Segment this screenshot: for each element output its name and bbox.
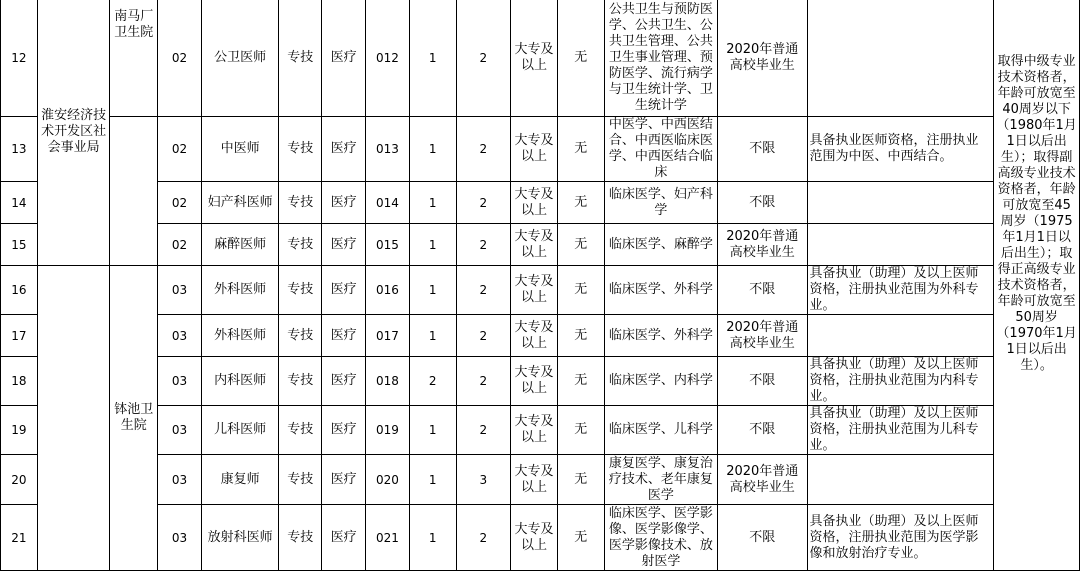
cell-source: 不限 (717, 182, 807, 224)
cell-other: 具备执业（助理）及以上医师资格，注册执业范围为儿科专业。 (807, 406, 994, 455)
cell-count: 1 (409, 182, 456, 224)
table-row (1, 406, 1080, 455)
table-row (1, 357, 1080, 406)
cell-type: 专技 (279, 266, 322, 315)
cell-no: 21 (1, 505, 38, 571)
cell-major: 临床医学、麻醉学 (604, 224, 717, 266)
cell-ratio: 2 (456, 266, 511, 315)
cell-ratio: 2 (456, 505, 511, 571)
cell-code: 021 (365, 505, 409, 571)
cell-type: 专技 (279, 182, 322, 224)
cell-post: 妇产科医师 (201, 182, 278, 224)
cell-cat: 03 (158, 455, 202, 505)
cell-source: 不限 (717, 406, 807, 455)
cell-source: 2020年普通高校毕业生 (717, 315, 807, 357)
cell-count: 1 (409, 315, 456, 357)
cell-degree: 无 (557, 357, 604, 406)
cell-source: 不限 (717, 505, 807, 571)
cell-type: 专技 (279, 406, 322, 455)
cell-other: 具备执业（助理）及以上医师资格，注册执业范围为医学影像和放射治疗专业。 (807, 505, 994, 571)
cell-code: 019 (365, 406, 409, 455)
cell-ratio: 3 (456, 455, 511, 505)
cell-source: 2020年普通高校毕业生 (717, 455, 807, 505)
cell-source: 2020年普通高校毕业生 (717, 224, 807, 266)
cell-unit: 钵池卫生院 (110, 266, 158, 571)
cell-post: 麻醉医师 (201, 224, 278, 266)
table-row (1, 455, 1080, 505)
cell-code: 017 (365, 315, 409, 357)
cell-major: 临床医学、儿科学 (604, 406, 717, 455)
cell-ratio: 2 (456, 182, 511, 224)
cell-source: 不限 (717, 357, 807, 406)
cell-edu: 大专及以上 (511, 357, 558, 406)
cell-source: 不限 (717, 266, 807, 315)
cell-other (807, 0, 994, 117)
cell-type: 专技 (279, 357, 322, 406)
cell-no: 15 (1, 224, 38, 266)
cell-count: 2 (409, 357, 456, 406)
cell-type: 专技 (279, 224, 322, 266)
cell-org: 淮安经济技术开发区社会事业局 (37, 0, 110, 266)
cell-edu: 大专及以上 (511, 406, 558, 455)
cell-other (807, 182, 994, 224)
cell-cat: 02 (158, 182, 202, 224)
cell-edu: 大专及以上 (511, 266, 558, 315)
cell-source: 2020年普通高校毕业生 (717, 0, 807, 117)
cell-type: 专技 (279, 117, 322, 182)
cell-degree: 无 (557, 266, 604, 315)
cell-cat: 02 (158, 117, 202, 182)
cell-degree: 无 (557, 505, 604, 571)
cell-code: 015 (365, 224, 409, 266)
cell-major: 公共卫生与预防医学、公共卫生、公共卫生管理、公共卫生事业管理、预防医学、流行病学与卫生统计学、卫生统计学 (604, 0, 717, 117)
cell-edu: 大专及以上 (511, 224, 558, 266)
cell-code: 012 (365, 0, 409, 117)
cell-field: 医疗 (322, 315, 366, 357)
cell-no: 14 (1, 182, 38, 224)
cell-no: 20 (1, 455, 38, 505)
cell-degree: 无 (557, 406, 604, 455)
cell-post: 外科医师 (201, 315, 278, 357)
cell-ratio: 2 (456, 315, 511, 357)
cell-code: 020 (365, 455, 409, 505)
cell-unit-blank (110, 117, 158, 266)
cell-type: 专技 (279, 505, 322, 571)
table-row (1, 117, 1080, 182)
cell-code: 014 (365, 182, 409, 224)
table-row (1, 266, 1080, 315)
cell-major: 康复医学、康复治疗技术、老年康复医学 (604, 455, 717, 505)
cell-count: 1 (409, 224, 456, 266)
cell-major: 临床医学、外科学 (604, 266, 717, 315)
cell-post: 康复师 (201, 455, 278, 505)
cell-cat: 02 (158, 224, 202, 266)
cell-field: 医疗 (322, 505, 366, 571)
cell-field: 医疗 (322, 406, 366, 455)
cell-post: 放射科医师 (201, 505, 278, 571)
cell-cat: 02 (158, 0, 202, 117)
cell-no: 17 (1, 315, 38, 357)
cell-count: 1 (409, 117, 456, 182)
cell-no: 13 (1, 117, 38, 182)
cell-major: 临床医学、内科学 (604, 357, 717, 406)
cell-code: 016 (365, 266, 409, 315)
table-row (1, 224, 1080, 266)
table-row (1, 505, 1080, 571)
cell-ratio: 2 (456, 406, 511, 455)
cell-other (807, 315, 994, 357)
cell-degree: 无 (557, 224, 604, 266)
cell-unit: 南马厂卫生院 (110, 0, 158, 117)
cell-type: 专技 (279, 455, 322, 505)
cell-field: 医疗 (322, 455, 366, 505)
cell-count: 1 (409, 505, 456, 571)
cell-ratio: 2 (456, 357, 511, 406)
cell-edu: 大专及以上 (511, 117, 558, 182)
cell-other (807, 455, 994, 505)
cell-degree: 无 (557, 315, 604, 357)
cell-cat: 03 (158, 315, 202, 357)
cell-edu: 大专及以上 (511, 182, 558, 224)
cell-other: 具备执业医师资格，注册执业范围为中医、中西结合。 (807, 117, 994, 182)
cell-major: 临床医学、外科学 (604, 315, 717, 357)
cell-count: 1 (409, 0, 456, 117)
cell-other (807, 224, 994, 266)
cell-code: 013 (365, 117, 409, 182)
cell-remark: 取得中级专业技术资格者，年龄可放宽至40周岁以下（1980年1月1日以后出生）；取得副高级专业技术资格者，年龄可放宽至45周岁（1975年1月1日以后出生）；取得正高级专业技术资格者，年龄可放宽至50周岁（1970年1月1日以后出生）。 (994, 0, 1080, 571)
cell-edu: 大专及以上 (511, 505, 558, 571)
table-row (1, 182, 1080, 224)
cell-edu: 大专及以上 (511, 315, 558, 357)
cell-field: 医疗 (322, 117, 366, 182)
cell-edu: 大专及以上 (511, 0, 558, 117)
cell-degree: 无 (557, 117, 604, 182)
cell-no: 18 (1, 357, 38, 406)
cell-cat: 03 (158, 266, 202, 315)
cell-degree: 无 (557, 182, 604, 224)
cell-major: 临床医学、妇产科学 (604, 182, 717, 224)
cell-edu: 大专及以上 (511, 455, 558, 505)
cell-field: 医疗 (322, 182, 366, 224)
cell-post: 中医师 (201, 117, 278, 182)
cell-cat: 03 (158, 505, 202, 571)
cell-source: 不限 (717, 117, 807, 182)
cell-degree: 无 (557, 0, 604, 117)
cell-count: 1 (409, 455, 456, 505)
cell-post: 公卫医师 (201, 0, 278, 117)
cell-major: 临床医学、医学影像、医学影像学、医学影像技术、放射医学 (604, 505, 717, 571)
cell-other: 具备执业（助理）及以上医师资格，注册执业范围为内科专业。 (807, 357, 994, 406)
cell-field: 医疗 (322, 224, 366, 266)
cell-ratio: 2 (456, 224, 511, 266)
cell-type: 专技 (279, 315, 322, 357)
cell-cat: 03 (158, 357, 202, 406)
cell-other: 具备执业（助理）及以上医师资格，注册执业范围为外科专业。 (807, 266, 994, 315)
cell-count: 1 (409, 266, 456, 315)
table-row (1, 0, 1080, 117)
cell-field: 医疗 (322, 357, 366, 406)
cell-post: 外科医师 (201, 266, 278, 315)
cell-field: 医疗 (322, 266, 366, 315)
cell-field: 医疗 (322, 0, 366, 117)
cell-no: 19 (1, 406, 38, 455)
cell-org-blank (37, 266, 110, 571)
cell-cat: 03 (158, 406, 202, 455)
cell-count: 1 (409, 406, 456, 455)
cell-ratio: 2 (456, 117, 511, 182)
cell-code: 018 (365, 357, 409, 406)
cell-no: 16 (1, 266, 38, 315)
cell-type: 专技 (279, 0, 322, 117)
table-row (1, 315, 1080, 357)
cell-major: 中医学、中西医结合、中西医临床医学、中西医结合临床 (604, 117, 717, 182)
cell-no: 12 (1, 0, 38, 117)
cell-degree: 无 (557, 455, 604, 505)
cell-post: 儿科医师 (201, 406, 278, 455)
cell-ratio: 2 (456, 0, 511, 117)
cell-post: 内科医师 (201, 357, 278, 406)
